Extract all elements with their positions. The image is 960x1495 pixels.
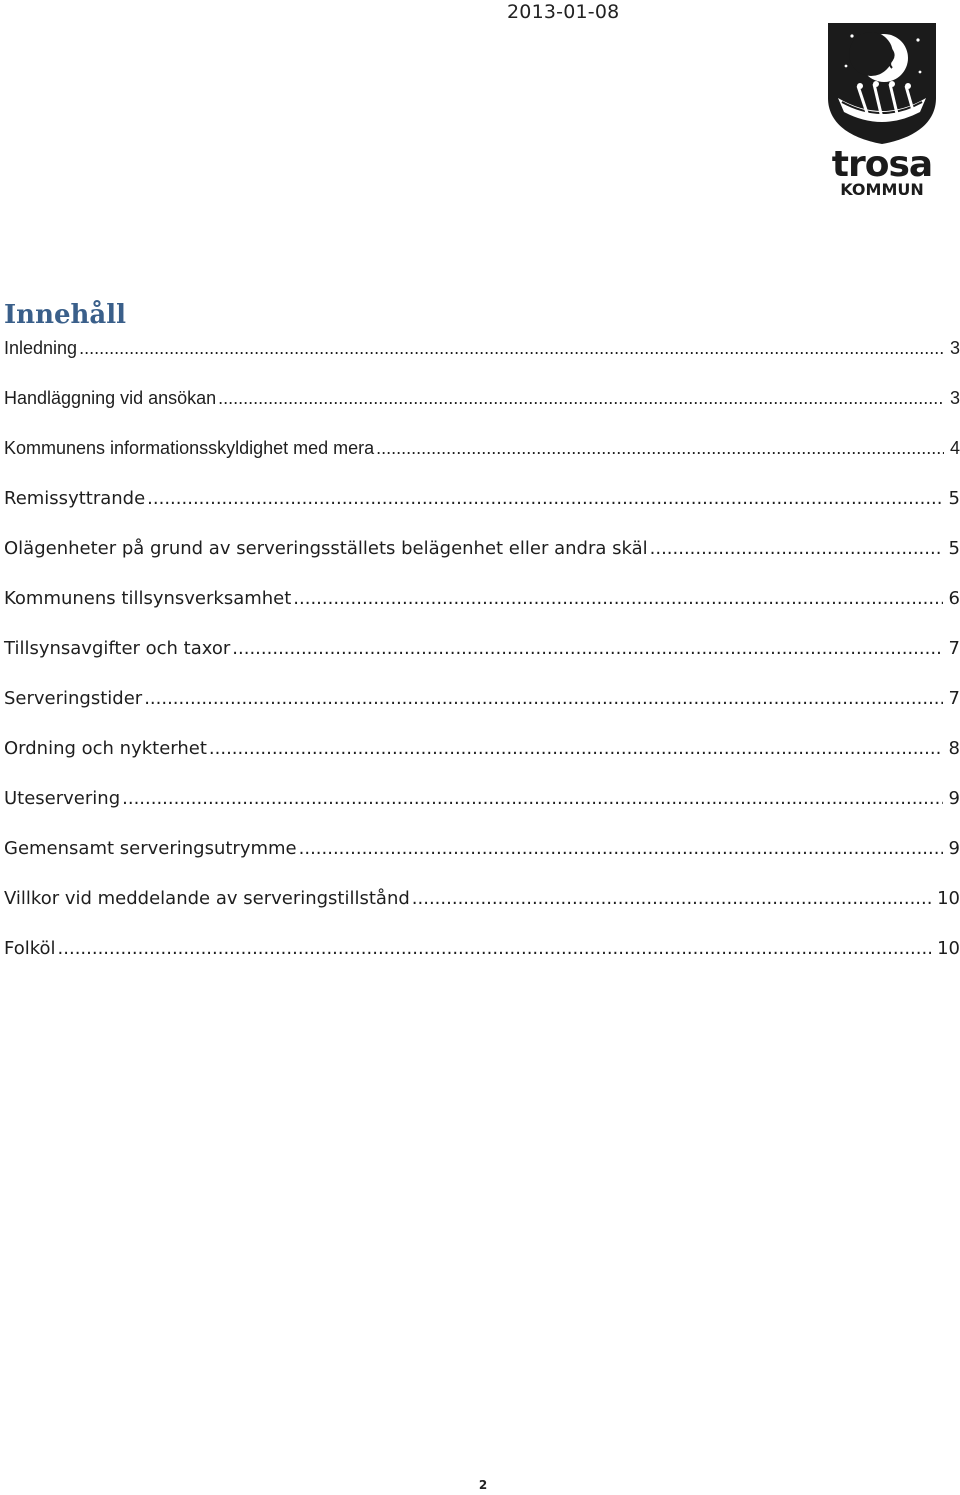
toc-entry-title: Olägenheter på grund av serveringsställets belägenhet eller andra skäl [4, 538, 648, 559]
toc-entry[interactable] [4, 438, 960, 488]
toc-entry[interactable] [4, 388, 960, 438]
toc-entry-page: 9 [948, 788, 960, 809]
toc-entry-title: Uteservering [4, 788, 121, 809]
crescent-moon-boat-shield-icon [824, 20, 940, 145]
toc-dot-leader [232, 638, 942, 659]
toc-entry[interactable] [4, 488, 960, 538]
toc-entry-title: Kommunens informationsskyldighet med mera [4, 438, 375, 458]
toc-dot-leader [218, 388, 944, 409]
toc-entry[interactable] [4, 538, 960, 588]
logo-wordmark-kommun: KOMMUN [840, 180, 924, 199]
toc-entry-page: 8 [948, 738, 960, 759]
table-of-contents [4, 338, 960, 988]
toc-dot-leader [79, 338, 944, 359]
logo-wordmark-trosa: trosa [831, 144, 933, 185]
page-number: 2 [478, 1478, 488, 1492]
toc-entry[interactable] [4, 688, 960, 738]
toc-dot-leader [122, 788, 942, 809]
header-date: 2013-01-08 [507, 1, 620, 23]
toc-entry-title: Remissyttrande [4, 488, 146, 509]
toc-entry-page: 3 [949, 388, 960, 408]
toc-entry-page: 5 [948, 538, 960, 559]
toc-entry[interactable] [4, 638, 960, 688]
toc-entry[interactable] [4, 788, 960, 838]
toc-dot-leader [650, 538, 943, 559]
toc-heading: Innehåll [4, 300, 127, 330]
toc-dot-leader [209, 738, 943, 759]
toc-entry-title: Kommunens tillsynsverksamhet [4, 588, 292, 609]
toc-entry-page: 6 [948, 588, 960, 609]
toc-entry[interactable] [4, 838, 960, 888]
trosa-kommun-logo [824, 20, 940, 200]
toc-dot-leader [293, 588, 942, 609]
toc-dot-leader [147, 488, 942, 509]
toc-entry[interactable] [4, 338, 960, 388]
toc-entry[interactable] [4, 888, 960, 938]
toc-entry-page: 5 [948, 488, 960, 509]
toc-entry[interactable] [4, 738, 960, 788]
toc-entry-title: Inledning [4, 338, 78, 358]
toc-entry[interactable] [4, 588, 960, 638]
toc-entry-title: Tillsynsavgifter och taxor [4, 638, 231, 659]
toc-entry-page: 9 [948, 838, 960, 859]
toc-entry-page: 7 [948, 688, 960, 709]
toc-entry-page: 3 [949, 338, 960, 358]
toc-entry-title: Villkor vid meddelande av serveringstillstånd [4, 888, 410, 909]
toc-entry-page: 7 [948, 638, 960, 659]
toc-dot-leader [58, 938, 932, 959]
toc-dot-leader [376, 438, 944, 459]
toc-entry-title: Folköl [4, 938, 56, 959]
toc-entry-page: 10 [937, 888, 960, 909]
toc-entry-title: Serveringstider [4, 688, 143, 709]
toc-dot-leader [144, 688, 942, 709]
toc-entry[interactable] [4, 938, 960, 988]
toc-dot-leader [299, 838, 943, 859]
toc-dot-leader [412, 888, 931, 909]
toc-entry-page: 10 [937, 938, 960, 959]
toc-entry-title: Gemensamt serveringsutrymme [4, 838, 297, 859]
toc-entry-page: 4 [949, 438, 960, 458]
toc-entry-title: Ordning och nykterhet [4, 738, 207, 759]
toc-entry-title: Handläggning vid ansökan [4, 388, 217, 408]
